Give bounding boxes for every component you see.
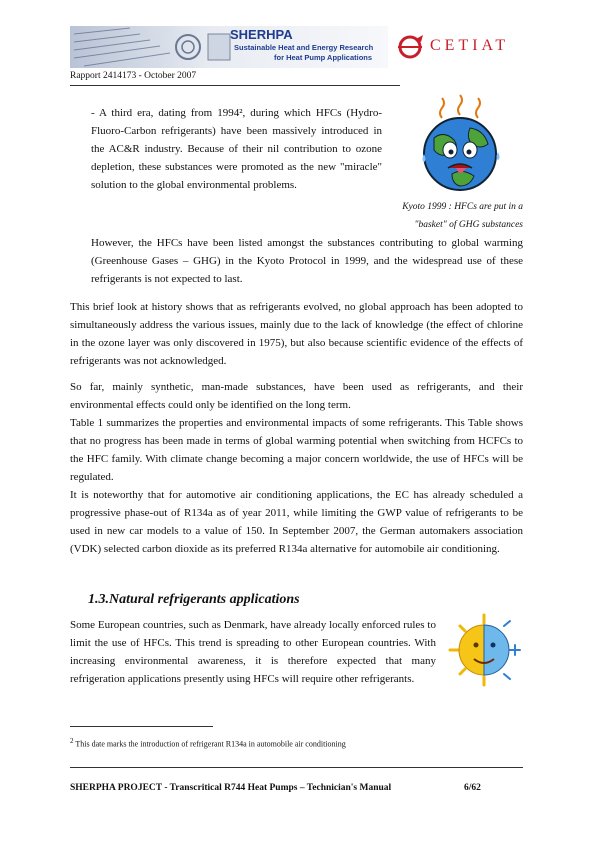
- kyoto-image-caption: Kyoto 1999 : HFCs are put in a "basket" of GHG substances: [402, 202, 523, 230]
- header-divider: [70, 85, 400, 86]
- footnote-text: This date marks the introduction of refrigerant R134a in automobile air conditioning: [73, 739, 346, 749]
- footer-divider: [70, 767, 523, 768]
- footer-title: SHERPHA PROJECT - Transcritical R744 Heat Pumps – Technician's Manual: [70, 783, 392, 793]
- paragraph-automotive: It is noteworthy that for automotive air conditioning applications, the EC has already scheduled a progressive phase-out of R134a as of year 2011, while limiting the GWP value of refrigerants to be used in new car models to a value of 150. In September 2007, the German automakers association (VDK) selected carbon dioxide as its preferred R134a alternative for automobile air conditioning.: [70, 489, 523, 555]
- paragraph-third-era: - A third era, dating from 1994², during which HFCs (Hydro-Fluoro-Carbon refrigerants) have been massively introduced in the AC&R industry. Because of their nil contribution to ozone depletion, these substances were promoted as the new "miracle" solution to the global environmental problems.: [91, 107, 382, 191]
- section-heading-natural-refrigerants: 1.3.Natural refrigerants applications: [88, 592, 300, 607]
- banner-subtitle-1: Sustainable Heat and Energy Research: [234, 43, 374, 52]
- page-number: 6/62: [464, 783, 481, 793]
- cetiat-logo: [396, 32, 524, 62]
- sun-snowflake-icon: [444, 611, 524, 689]
- melting-earth-cartoon-icon: [412, 94, 510, 196]
- paragraph-history: This brief look at history shows that as refrigerants evolved, no global approach has been adopted to simultaneously address the various issues, mainly due to the lack of knowledge (the effect of chlorine in the ozone layer was only discovered in 1975), but also because scientific evidence of the effects of refrigerants was not acknowledged.: [70, 301, 523, 367]
- sherhpa-banner: [70, 26, 388, 68]
- cetiat-logo-text: CETIAT: [430, 37, 510, 54]
- sun-snowflake-image: [444, 611, 524, 689]
- report-reference: Rapport 2414173 - October 2007: [70, 71, 197, 81]
- banner-title: SHERHPA: [230, 27, 293, 42]
- paragraph-natural-refrigerants: Some European countries, such as Denmark, have already locally enforced rules to limit the use of HFCs. This trend is spreading to other European countries. With increasing environmental awareness, it is therefore expected that many refrigeration applications presently using HFCs will require other refrigerants.: [70, 619, 436, 685]
- body-text-block: [70, 298, 523, 558]
- paragraph-however: However, the HFCs have been listed amongst the substances contributing to global warming (Greenhouse Gases – GHG) in the Kyoto Protocol in 1999, and the widespread use of these refrigerants is not expected to last.: [91, 237, 523, 285]
- footnote: [70, 737, 346, 749]
- footnote-mark: 2: [70, 737, 74, 745]
- banner-subtitle-2: for Heat Pump Applications: [274, 53, 373, 62]
- footnote-divider: [70, 726, 213, 727]
- kyoto-earth-image: [412, 94, 510, 196]
- paragraph-synthetic: So far, mainly synthetic, man-made substances, have been used as refrigerants, and their environmental effects could only be identified on the long term.: [70, 381, 523, 411]
- paragraph-table1: Table 1 summarizes the properties and environmental impacts of some refrigerants. This Table shows that no progress has been made in terms of global warming potential when switching from HCFCs to the HFC family. With climate change becoming a major concern worldwide, the use of HFCs will be regulated.: [70, 417, 523, 483]
- cetiat-logo-icon: [396, 32, 426, 62]
